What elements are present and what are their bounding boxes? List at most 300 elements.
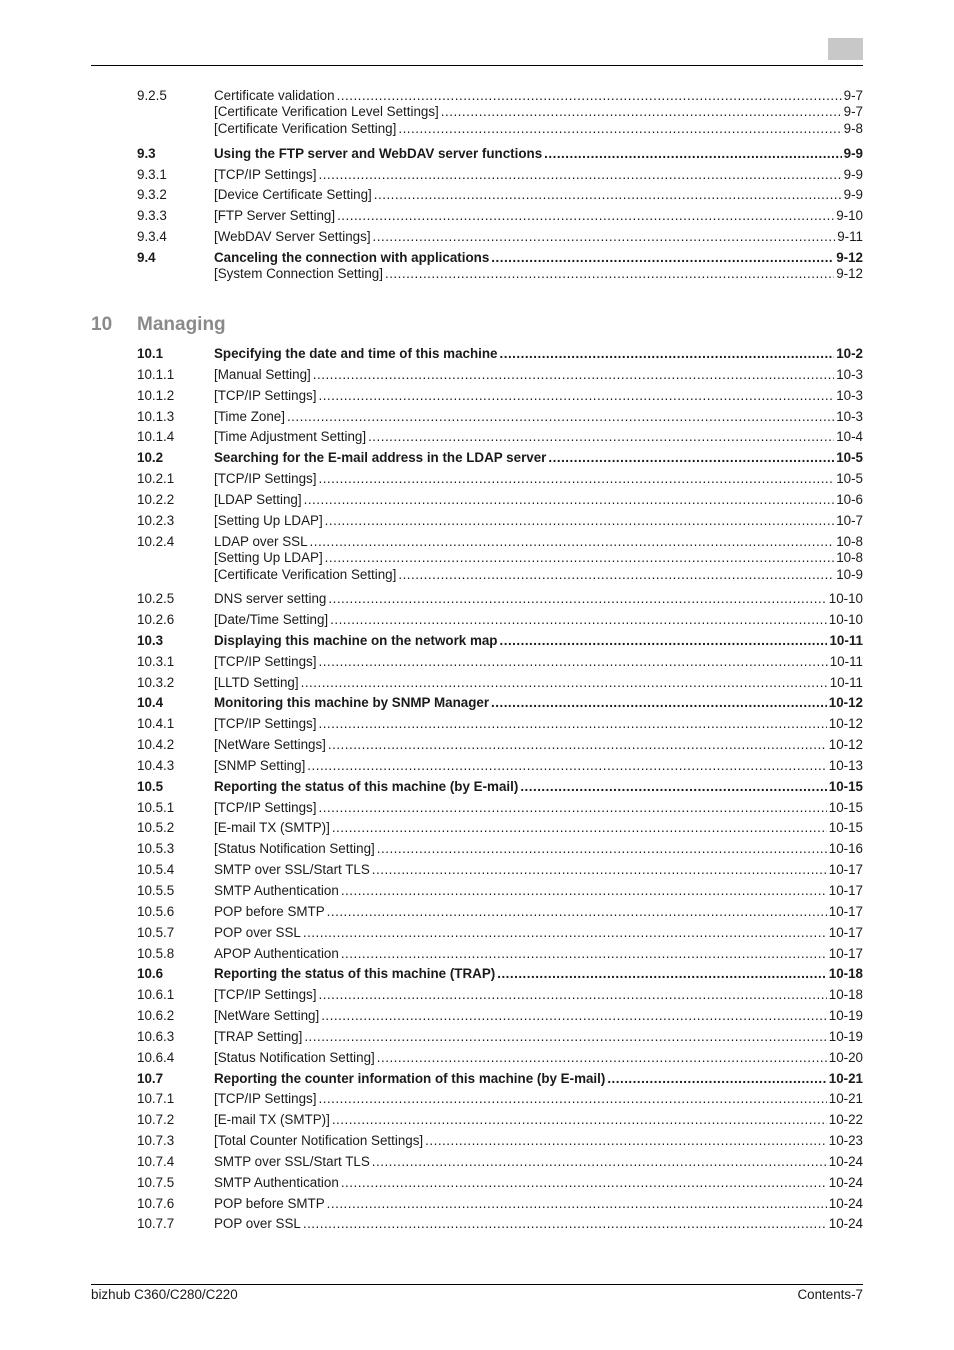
toc-entry-number: 10.1 xyxy=(137,346,164,361)
toc-entry-line xyxy=(214,590,863,607)
toc-entry-number: 10.1.1 xyxy=(137,367,175,382)
toc-entry[interactable] xyxy=(0,611,954,628)
toc-entry-title: [TCP/IP Settings] xyxy=(214,388,317,403)
toc-entry-line xyxy=(214,736,863,753)
toc-entry-number: 10.4 xyxy=(137,695,164,710)
toc-entry-page: 10-17 xyxy=(828,946,863,961)
toc-entry-page: 10-4 xyxy=(836,429,863,444)
toc-entry-number: 10.6.1 xyxy=(137,987,175,1002)
toc-entry-page: 10-11 xyxy=(829,654,863,669)
toc-entry-title: Displaying this machine on the network map xyxy=(214,633,498,648)
toc-dot-leader xyxy=(325,512,835,529)
toc-entry[interactable] xyxy=(0,1090,954,1107)
toc-dot-leader xyxy=(548,449,834,466)
toc-entry-title: [Setting Up LDAP] xyxy=(214,550,323,565)
toc-entry-number: 9.2.5 xyxy=(137,88,167,103)
toc-entry-line xyxy=(214,249,863,266)
toc-entry-line xyxy=(214,265,863,282)
toc-dot-leader xyxy=(318,387,834,404)
toc-dot-leader xyxy=(330,611,827,628)
toc-dot-leader xyxy=(398,566,834,583)
toc-entry-page: 9-8 xyxy=(843,121,863,136)
toc-entry-number: 10.5.4 xyxy=(137,862,175,877)
toc-entry-page: 10-3 xyxy=(836,367,863,382)
toc-dot-leader xyxy=(341,945,827,962)
toc-entry-number: 10.2.4 xyxy=(137,534,175,549)
toc-entry-title: Certificate validation xyxy=(214,88,335,103)
toc-entry-page: 10-19 xyxy=(828,1029,863,1044)
toc-dot-leader xyxy=(318,715,826,732)
toc-dot-leader xyxy=(332,819,827,836)
toc-entry-line xyxy=(214,566,863,583)
toc-entry-title: [NetWare Settings] xyxy=(214,737,326,752)
toc-entry-line xyxy=(214,145,863,162)
toc-entry-page: 10-18 xyxy=(828,987,863,1002)
toc-entry-title: Monitoring this machine by SNMP Manager xyxy=(214,695,490,710)
toc-entry-title: [Total Counter Notification Settings] xyxy=(214,1133,424,1148)
toc-entry-line xyxy=(214,387,863,404)
toc-entry[interactable] xyxy=(0,1049,954,1066)
toc-entry-page: 10-11 xyxy=(829,633,863,648)
toc-entry-title: [Status Notification Setting] xyxy=(214,1050,375,1065)
toc-entry-line xyxy=(214,512,863,529)
toc-entry-page: 10-8 xyxy=(836,550,863,565)
toc-entry[interactable] xyxy=(0,1007,954,1024)
toc-dot-leader xyxy=(321,1007,827,1024)
toc-dot-leader xyxy=(377,840,827,857)
toc-entry-title: [TCP/IP Settings] xyxy=(214,716,317,731)
toc-entry[interactable] xyxy=(0,715,954,732)
toc-entry[interactable] xyxy=(0,566,954,583)
toc-entry-number: 10.2.3 xyxy=(137,513,175,528)
toc-entry[interactable] xyxy=(0,986,954,1003)
toc-entry-title: [TCP/IP Settings] xyxy=(214,800,317,815)
toc-entry-page: 10-24 xyxy=(828,1216,863,1231)
toc-entry-title: [TCP/IP Settings] xyxy=(214,654,317,669)
toc-entry[interactable] xyxy=(0,491,954,508)
toc-entry-page: 10-8 xyxy=(836,534,863,549)
toc-entry-title: Reporting the status of this machine (by E-mail) xyxy=(214,779,519,794)
toc-entry[interactable] xyxy=(0,1174,954,1191)
toc-entry-title: SMTP Authentication xyxy=(214,1175,339,1190)
toc-entry-number: 9.3.4 xyxy=(137,229,167,244)
footer-page-label: Contents-7 xyxy=(797,1287,863,1302)
toc-entry-page: 9-9 xyxy=(843,167,863,182)
toc-entry-title: POP over SSL xyxy=(214,1216,301,1231)
toc-entry[interactable] xyxy=(0,449,954,466)
toc-entry-page: 10-13 xyxy=(828,758,863,773)
toc-entry[interactable] xyxy=(0,799,954,816)
toc-entry-number: 10.5.7 xyxy=(137,925,175,940)
toc-dot-leader xyxy=(303,1215,827,1232)
toc-dot-leader xyxy=(318,1090,826,1107)
toc-entry-number: 10.2 xyxy=(137,450,164,465)
toc-entry[interactable] xyxy=(0,945,954,962)
toc-entry-title: [Status Notification Setting] xyxy=(214,841,375,856)
toc-entry[interactable] xyxy=(0,1028,954,1045)
toc-entry[interactable] xyxy=(0,166,954,183)
toc-dot-leader xyxy=(337,207,834,224)
toc-entry-title: [WebDAV Server Settings] xyxy=(214,229,371,244)
toc-entry-line xyxy=(214,228,863,245)
toc-dot-leader xyxy=(332,1111,827,1128)
toc-entry-page: 9-10 xyxy=(836,208,863,223)
toc-entry-number: 10.7.2 xyxy=(137,1112,175,1127)
toc-entry-line xyxy=(214,207,863,224)
toc-entry-line xyxy=(214,1028,863,1045)
toc-entry-title: LDAP over SSL xyxy=(214,534,308,549)
toc-dot-leader xyxy=(318,653,827,670)
toc-entry[interactable] xyxy=(0,590,954,607)
toc-entry-page: 10-2 xyxy=(836,346,863,361)
toc-entry[interactable] xyxy=(0,408,954,425)
toc-entry-title: [E-mail TX (SMTP)] xyxy=(214,1112,330,1127)
toc-entry-line xyxy=(214,1195,863,1212)
toc-entry-number: 10.5.1 xyxy=(137,800,175,815)
toc-entry-title: [Date/Time Setting] xyxy=(214,612,329,627)
toc-entry[interactable] xyxy=(0,1215,954,1232)
toc-entry-page: 10-24 xyxy=(828,1154,863,1169)
toc-entry[interactable] xyxy=(0,1195,954,1212)
toc-dot-leader xyxy=(328,736,827,753)
toc-entry-number: 10.2.1 xyxy=(137,471,175,486)
toc-entry-page: 10-9 xyxy=(836,567,863,582)
toc-entry-line xyxy=(214,120,863,137)
toc-entry-number: 10.4.3 xyxy=(137,758,175,773)
toc-entry-line xyxy=(214,166,863,183)
toc-entry-title: [Certificate Verification Level Settings] xyxy=(214,104,439,119)
toc-entry-line xyxy=(214,1153,863,1170)
toc-entry-line xyxy=(214,1049,863,1066)
toc-entry-title: [TCP/IP Settings] xyxy=(214,471,317,486)
toc-entry-number: 10.1.2 xyxy=(137,388,175,403)
toc-entry[interactable] xyxy=(0,674,954,691)
toc-entry[interactable] xyxy=(0,470,954,487)
toc-entry-number: 10.3.1 xyxy=(137,654,175,669)
toc-entry-number: 10.6.2 xyxy=(137,1008,175,1023)
toc-entry-number: 10.1.4 xyxy=(137,429,175,444)
toc-dot-leader xyxy=(327,1195,827,1212)
toc-entry-page: 10-12 xyxy=(828,716,863,731)
toc-entry[interactable] xyxy=(0,103,954,120)
toc-entry-title: [System Connection Setting] xyxy=(214,266,383,281)
toc-dot-leader xyxy=(328,590,826,607)
toc-entry-number: 10.4.1 xyxy=(137,716,175,731)
toc-entry-line xyxy=(214,428,863,445)
toc-entry-page: 9-11 xyxy=(837,229,863,244)
toc-entry-line xyxy=(214,1111,863,1128)
toc-entry-number: 10.2.2 xyxy=(137,492,175,507)
toc-entry-number: 10.7 xyxy=(137,1071,164,1086)
toc-entry[interactable] xyxy=(0,228,954,245)
toc-entry-title: Specifying the date and time of this machine xyxy=(214,346,498,361)
toc-entry-number: 10.5.8 xyxy=(137,946,175,961)
toc-dot-leader xyxy=(520,778,826,795)
toc-entry-line xyxy=(214,715,863,732)
toc-entry[interactable] xyxy=(0,387,954,404)
toc-entry-number: 10.4.2 xyxy=(137,737,175,752)
toc-entry-line xyxy=(214,882,863,899)
toc-entry[interactable] xyxy=(0,533,954,550)
toc-entry-number: 10.1.3 xyxy=(137,409,175,424)
toc-entry[interactable] xyxy=(0,1070,954,1087)
toc-dot-leader xyxy=(385,265,834,282)
toc-dot-leader xyxy=(497,965,827,982)
toc-entry[interactable] xyxy=(0,265,954,282)
toc-entry-page: 10-24 xyxy=(828,1175,863,1190)
toc-entry-line xyxy=(214,533,863,550)
toc-entry-page: 9-9 xyxy=(843,146,863,161)
toc-entry-number: 10.5.3 xyxy=(137,841,175,856)
toc-entry-number: 10.5.5 xyxy=(137,883,175,898)
toc-dot-leader xyxy=(607,1070,826,1087)
toc-entry-title: [Certificate Verification Setting] xyxy=(214,567,397,582)
toc-entry-number: 10.7.3 xyxy=(137,1133,175,1148)
toc-entry-title: POP before SMTP xyxy=(214,904,325,919)
toc-entry-page: 10-19 xyxy=(828,1008,863,1023)
toc-entry-title: [LLTD Setting] xyxy=(214,675,299,690)
toc-entry-title: [E-mail TX (SMTP)] xyxy=(214,820,330,835)
toc-entry-line xyxy=(214,945,863,962)
toc-entry-line xyxy=(214,470,863,487)
toc-entry-page: 9-12 xyxy=(836,250,863,265)
toc-entry-title: POP over SSL xyxy=(214,925,301,940)
toc-entry-number: 10.7.4 xyxy=(137,1154,175,1169)
toc-entry-page: 10-7 xyxy=(836,513,863,528)
toc-entry-line xyxy=(214,491,863,508)
toc-entry-line xyxy=(214,186,863,203)
toc-entry[interactable] xyxy=(0,819,954,836)
toc-entry[interactable] xyxy=(0,345,954,362)
toc-entry-line xyxy=(214,965,863,982)
toc-dot-leader xyxy=(327,903,827,920)
toc-entry-number: 10.2.6 xyxy=(137,612,175,627)
toc-entry-page: 10-17 xyxy=(828,883,863,898)
toc-dot-leader xyxy=(491,694,827,711)
toc-entry-line xyxy=(214,819,863,836)
toc-entry-number: 9.3 xyxy=(137,146,156,161)
toc-entry-line xyxy=(214,1090,863,1107)
toc-entry-number: 10.3 xyxy=(137,633,164,648)
toc-dot-leader xyxy=(301,674,828,691)
toc-entry-page: 10-5 xyxy=(836,471,863,486)
toc-entry-line xyxy=(214,986,863,1003)
toc-entry-page: 10-15 xyxy=(828,779,863,794)
toc-entry-title: Reporting the status of this machine (TRAP) xyxy=(214,966,496,981)
toc-entry-page: 10-24 xyxy=(828,1196,863,1211)
toc-entry-title: SMTP over SSL/Start TLS xyxy=(214,862,370,877)
toc-entry-page: 9-7 xyxy=(843,104,863,119)
toc-dot-leader xyxy=(318,799,826,816)
toc-dot-leader xyxy=(441,103,842,120)
toc-entry-page: 10-5 xyxy=(836,450,863,465)
toc-entry[interactable] xyxy=(0,736,954,753)
toc-entry-line xyxy=(214,345,863,362)
toc-entry-line xyxy=(214,778,863,795)
toc-entry-page: 10-17 xyxy=(828,925,863,940)
toc-dot-leader xyxy=(303,924,827,941)
footer-product-name: bizhub C360/C280/C220 xyxy=(91,1287,238,1302)
toc-entry-line xyxy=(214,861,863,878)
toc-entry-line xyxy=(214,549,863,566)
toc-entry[interactable] xyxy=(0,757,954,774)
toc-entry[interactable] xyxy=(0,512,954,529)
toc-dot-leader xyxy=(500,345,835,362)
toc-dot-leader xyxy=(318,166,841,183)
toc-dot-leader xyxy=(307,757,826,774)
toc-entry-title: [FTP Server Setting] xyxy=(214,208,336,223)
toc-entry[interactable] xyxy=(0,632,954,649)
toc-entry-title: Canceling the connection with applications xyxy=(214,250,490,265)
toc-entry-number: 9.3.2 xyxy=(137,187,167,202)
toc-entry-line xyxy=(214,1007,863,1024)
toc-entry-title: [Time Zone] xyxy=(214,409,285,424)
toc-entry-title: Reporting the counter information of this machine (by E-mail) xyxy=(214,1071,606,1086)
toc-entry[interactable] xyxy=(0,1132,954,1149)
toc-entry-page: 10-6 xyxy=(836,492,863,507)
toc-entry[interactable] xyxy=(0,694,954,711)
toc-entry[interactable] xyxy=(0,249,954,266)
toc-entry-page: 9-9 xyxy=(843,187,863,202)
toc-dot-leader xyxy=(425,1132,827,1149)
toc-entry-title: POP before SMTP xyxy=(214,1196,325,1211)
toc-entry[interactable] xyxy=(0,903,954,920)
toc-dot-leader xyxy=(341,1174,827,1191)
chapter-title: Managing xyxy=(137,314,226,335)
toc-entry-page: 10-10 xyxy=(828,591,863,606)
toc-entry-title: [Setting Up LDAP] xyxy=(214,513,323,528)
toc-entry-number: 10.6.4 xyxy=(137,1050,175,1065)
chapter-number: 10 xyxy=(91,314,113,335)
toc-entry-page: 10-12 xyxy=(828,695,863,710)
toc-entry-page: 10-3 xyxy=(836,409,863,424)
toc-entry-number: 10.3.2 xyxy=(137,675,175,690)
toc-entry-title: [SNMP Setting] xyxy=(214,758,306,773)
toc-entry-number: 10.6.3 xyxy=(137,1029,175,1044)
toc-entry-page: 10-15 xyxy=(828,800,863,815)
footer-rule xyxy=(91,1284,863,1285)
toc-entry[interactable] xyxy=(0,653,954,670)
toc-entry-page: 10-12 xyxy=(828,737,863,752)
toc-entry-title: [TRAP Setting] xyxy=(214,1029,303,1044)
toc-entry[interactable] xyxy=(0,428,954,445)
toc-entry-line xyxy=(214,799,863,816)
chapter-heading xyxy=(91,313,226,337)
toc-entry[interactable] xyxy=(0,965,954,982)
toc-dot-leader xyxy=(374,186,842,203)
toc-dot-leader xyxy=(500,632,828,649)
toc-dot-leader xyxy=(318,986,826,1003)
toc-dot-leader xyxy=(287,408,834,425)
toc-entry-title: [LDAP Setting] xyxy=(214,492,302,507)
toc-entry[interactable] xyxy=(0,549,954,566)
toc-entry-title: [TCP/IP Settings] xyxy=(214,167,317,182)
toc-entry-line xyxy=(214,653,863,670)
toc-dot-leader xyxy=(313,366,834,383)
toc-entry[interactable] xyxy=(0,87,954,104)
toc-entry[interactable] xyxy=(0,924,954,941)
header-rule xyxy=(91,65,863,66)
toc-entry-title: Searching for the E-mail address in the LDAP server xyxy=(214,450,547,465)
toc-entry[interactable] xyxy=(0,120,954,137)
toc-entry[interactable] xyxy=(0,861,954,878)
toc-entry-page: 10-17 xyxy=(828,862,863,877)
toc-dot-leader xyxy=(341,882,827,899)
toc-entry-number: 10.6 xyxy=(137,966,164,981)
toc-entry[interactable] xyxy=(0,1153,954,1170)
toc-dot-leader xyxy=(491,249,834,266)
toc-entry-number: 10.5.2 xyxy=(137,820,175,835)
toc-entry-line xyxy=(214,408,863,425)
toc-entry-page: 10-21 xyxy=(828,1071,863,1086)
toc-entry-number: 10.7.1 xyxy=(137,1091,175,1106)
toc-entry-title: Using the FTP server and WebDAV server functions xyxy=(214,146,543,161)
header-tab-marker xyxy=(828,38,863,60)
toc-entry-line xyxy=(214,694,863,711)
toc-entry-title: [NetWare Setting] xyxy=(214,1008,320,1023)
toc-entry-page: 10-16 xyxy=(828,841,863,856)
toc-entry[interactable] xyxy=(0,840,954,857)
toc-entry-page: 10-22 xyxy=(828,1112,863,1127)
toc-entry-page: 10-20 xyxy=(828,1050,863,1065)
toc-entry-title: SMTP Authentication xyxy=(214,883,339,898)
toc-entry-page: 10-3 xyxy=(836,388,863,403)
toc-entry-page: 10-15 xyxy=(828,820,863,835)
toc-entry-number: 9.3.1 xyxy=(137,167,167,182)
toc-entry-title: [Device Certificate Setting] xyxy=(214,187,372,202)
toc-dot-leader xyxy=(398,120,841,137)
toc-entry-number: 10.5 xyxy=(137,779,164,794)
toc-entry-title: [Certificate Verification Setting] xyxy=(214,121,397,136)
toc-entry-line xyxy=(214,1174,863,1191)
toc-entry-title: [TCP/IP Settings] xyxy=(214,1091,317,1106)
toc-entry[interactable] xyxy=(0,186,954,203)
toc-entry[interactable] xyxy=(0,366,954,383)
toc-entry-page: 10-18 xyxy=(828,966,863,981)
toc-entry-line xyxy=(214,674,863,691)
toc-entry-title: SMTP over SSL/Start TLS xyxy=(214,1154,370,1169)
toc-entry-number: 9.4 xyxy=(137,250,156,265)
toc-entry-page: 10-17 xyxy=(828,904,863,919)
toc-entry-number: 10.5.6 xyxy=(137,904,175,919)
toc-entry-title: [Time Adjustment Setting] xyxy=(214,429,367,444)
toc-dot-leader xyxy=(318,470,834,487)
toc-entry-line xyxy=(214,632,863,649)
toc-entry[interactable] xyxy=(0,778,954,795)
toc-entry-line xyxy=(214,1132,863,1149)
toc-entry-title: DNS server setting xyxy=(214,591,327,606)
toc-entry[interactable] xyxy=(0,882,954,899)
toc-entry-number: 10.7.5 xyxy=(137,1175,175,1190)
toc-entry-page: 10-11 xyxy=(829,675,863,690)
toc-dot-leader xyxy=(372,861,827,878)
toc-entry[interactable] xyxy=(0,145,954,162)
toc-entry[interactable] xyxy=(0,207,954,224)
toc-entry-page: 10-21 xyxy=(828,1091,863,1106)
toc-entry-title: APOP Authentication xyxy=(214,946,339,961)
toc-entry-page: 10-23 xyxy=(828,1133,863,1148)
toc-entry-line xyxy=(214,840,863,857)
toc-dot-leader xyxy=(544,145,841,162)
toc-entry[interactable] xyxy=(0,1111,954,1128)
toc-entry-line xyxy=(214,924,863,941)
toc-entry-line xyxy=(214,449,863,466)
toc-entry-number: 10.2.5 xyxy=(137,591,175,606)
toc-dot-leader xyxy=(325,549,835,566)
toc-entry-title: [TCP/IP Settings] xyxy=(214,987,317,1002)
toc-entry-page: 9-7 xyxy=(843,88,863,103)
toc-entry-line xyxy=(214,87,863,104)
